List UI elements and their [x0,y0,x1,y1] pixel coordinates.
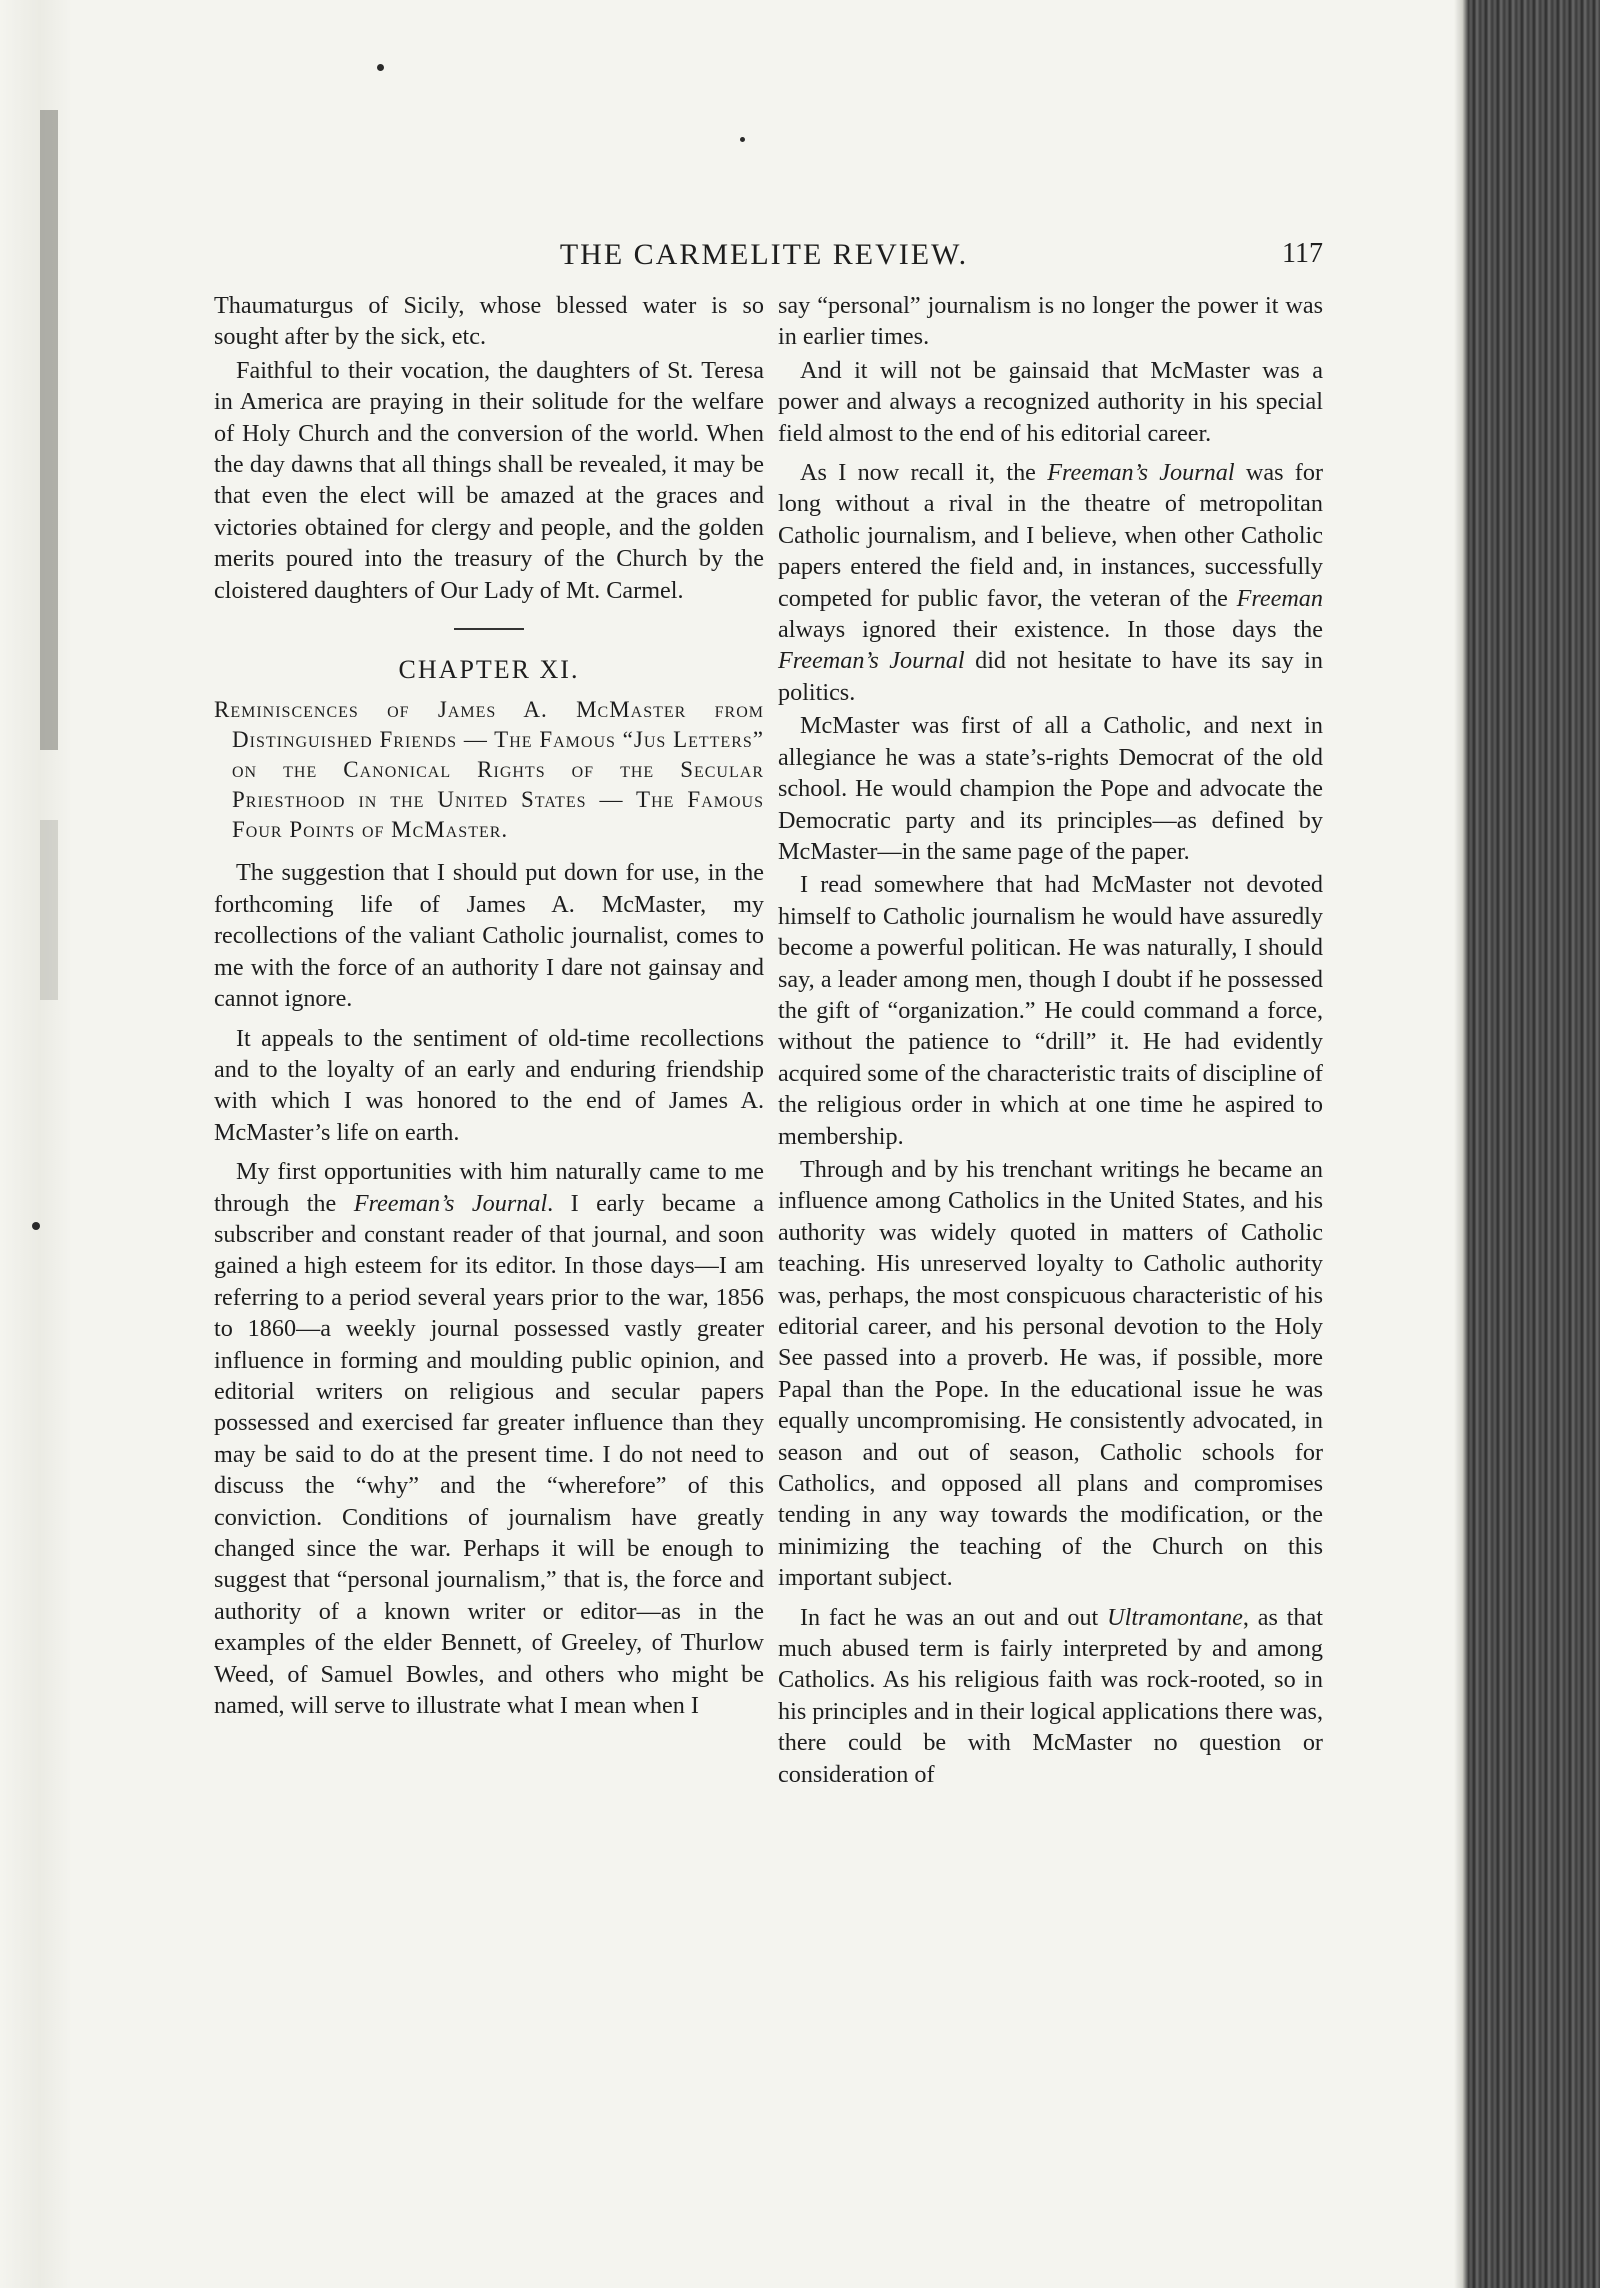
text-run: . I early became a subscriber and constant reader of that journal, and soon gained a high esteem for its editor. In those days—I am referring to a period several years prior to the war, 1856 to 1860—a weekly journal possessed vastly greater influence in forming and moulding public opinion, and editorial writers on religious and secular papers possessed and exercised far greater influence than they may be said to do at the present time. I do not need to discuss the “why” and the “wherefore” of this conviction. Conditions of journalism have greatly changed since the war. Perhaps it will be enough to suggest that “personal journalism,” that is, the force and authority of a known writer or editor—as in the examples of the elder Bennett, of Greeley, of Thurlow Weed, of Samuel Bowles, and others who might be named, will serve to illustrate what I mean when I [214,1189,765,1720]
publication-title: Freeman’s Journal [1047,459,1235,487]
scan-speck [740,137,745,142]
scan-speck [32,1222,40,1230]
paragraph: The suggestion that I should put down for use, in the forthcoming life of James A. McMaster, my recollections of the valiant Catholic journalist, comes to me with the force of an authority I dare not gainsay and cannot ignore. [214,859,764,1013]
text-run: did not hesitate to have its say in politics. [778,647,1323,706]
paragraph [778,1602,1323,1790]
paragraph: Faithful to their vocation, the daughters of St. Teresa in America are praying in their solitude for the welfare of Holy Church and the conversion of the world. When the day dawns that all things shall be revealed, it may be that even the elect will be amazed at the graces and victories obtained for clergy and people, and the golden merits poured into the treasury of the Church by the cloistered daughters of Our Lady of Mt. Carmel. [214,356,764,604]
book-binding [1468,0,1600,2288]
scan-speck [377,64,384,71]
chapter-rule [454,628,524,630]
text-run: In fact he was an out and out [800,1603,1108,1631]
chapter-synopsis: Reminiscences of James A. McMaster from Distinguished Friends — The Famous “Jus Letters” on the Canonical Rights of the Secular Priesthood in the United States — The Famous Four Points of McMaster. [214,697,764,843]
paragraph: And it will not be gainsaid that McMaster was a power and always a recognized authority in his special field almost to the end of his editorial career. [778,356,1323,447]
text-run: My first opportunities with him naturally came to me through the [214,1158,764,1217]
paragraph: I read somewhere that had McMaster not devoted himself to Catholic journalism he would have assuredly become a powerful politican. He was naturally, I should say, a leader among men, though I doubt if he possessed the gift of “organization.” He could command a force, without the patience to “drill” it. He had evidently acquired some of the characteristic traits of discipline of the religious order in which at one time he aspired to membership. [778,871,1323,1150]
publication-title: Freeman’s Journal [353,1189,548,1217]
publication-title: Freeman [1236,584,1323,612]
text-run: , as that much abused term is fairly interpreted by and among Catholics. As his religious faith was rock-rooted, so in his principles and in their logical applications there was, there could be with McMaster no question or consideration of [778,1603,1323,1788]
text-run: always ignored their existence. In those days the [778,616,1323,644]
italic-term: Ultramontane [1107,1603,1243,1631]
journal-title: THE CARMELITE REVIEW. [559,238,969,271]
right-column [778,290,1323,1790]
paragraph [214,1156,764,1721]
chapter-heading: CHAPTER XI. [398,655,580,685]
paragraph: McMaster was first of all a Catholic, and next in allegiance he was a state’s-rights Democrat of the old school. He would champion the Pope and advocate the Democratic party and its principles—as defined by McMaster—in the same page of the paper. [778,712,1323,865]
left-edge-shadow [40,820,58,1000]
page-number: 117 [1282,238,1323,269]
left-column [214,290,764,1721]
publication-title: Freeman’s Journal [778,647,965,675]
left-page-edge [0,0,72,2288]
text-run: was for long without a rival in the theatre of metropolitan Catholic journalism, and I believe, when other Catholic papers entered the field and, in instances, successfully competed for public favor, the veteran of the [778,459,1323,612]
paragraph [778,457,1323,708]
running-head [205,238,1323,278]
paragraph: say “personal” journalism is no longer the power it was in earlier times. [778,292,1323,351]
paragraph: It appeals to the sentiment of old-time recollections and to the loyalty of an early and enduring friendship with which I was honored to the end of James A. McMaster’s life on earth. [214,1024,764,1146]
left-edge-shadow [40,110,58,750]
text-run: As I now recall it, the [800,459,1048,487]
paragraph: Thaumaturgus of Sicily, whose blessed water is so sought after by the sick, etc. [214,292,764,351]
paragraph: Through and by his trenchant writings he became an influence among Catholics in the United States, and his authority was widely quoted in matters of Catholic teaching. His unreserved loyalty to Catholic authority was, perhaps, the most conspicuous characteristic of his editorial career, and his personal devotion to the Holy See passed into a proverb. He was, if possible, more Papal than the Pope. In the educational issue he was equally uncompromising. He consistently advocated, in season and out of season, Catholic schools for Catholics, and opposed all plans and compromises tending in any way towards the modification, or the minimizing the teaching of the Church on this important subject. [778,1155,1323,1592]
